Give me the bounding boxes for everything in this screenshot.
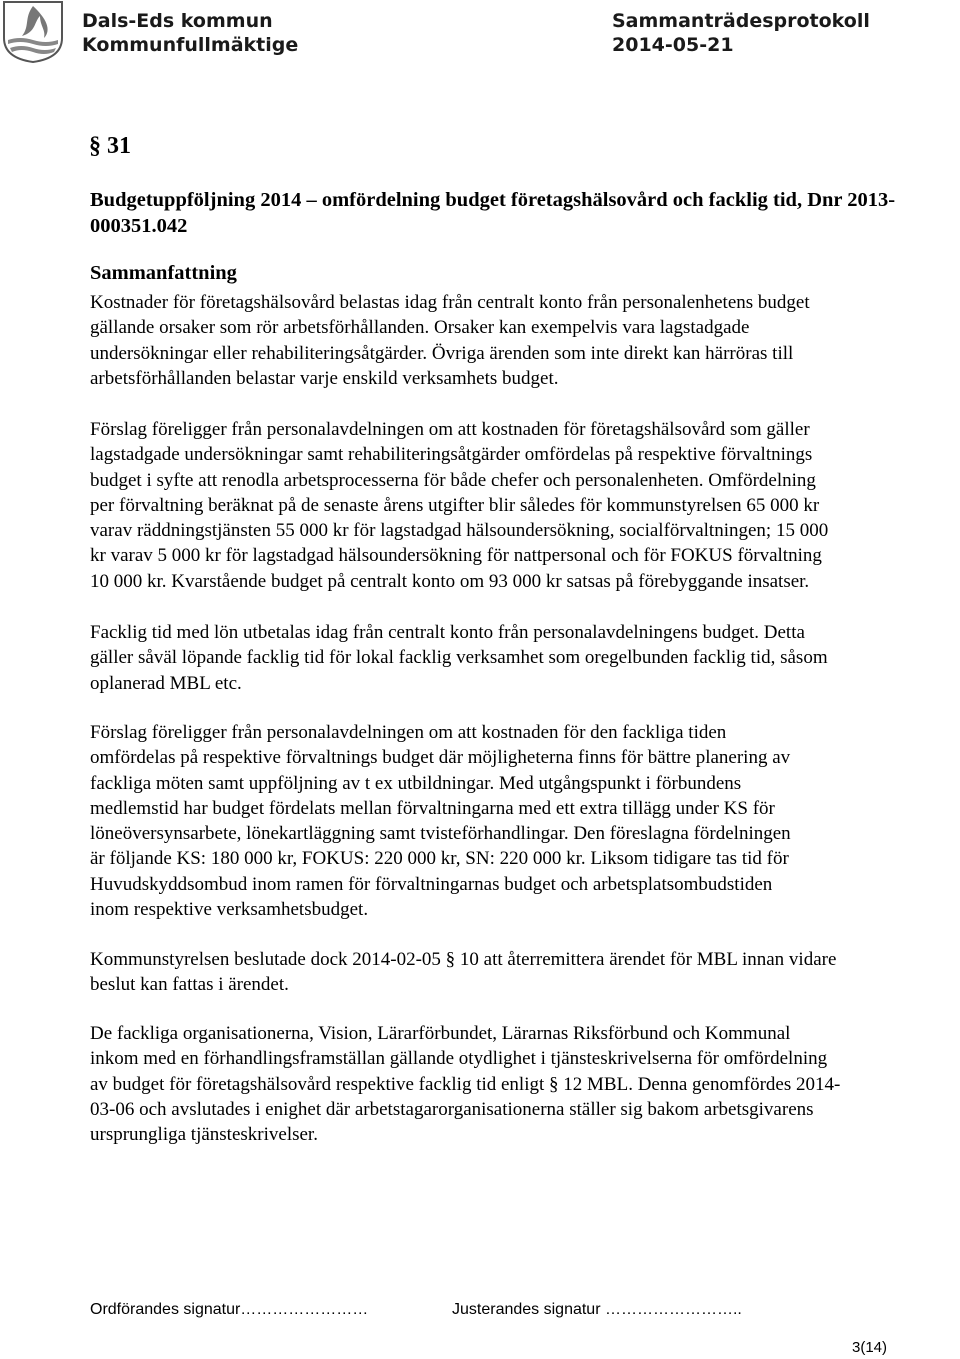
header-right xyxy=(612,9,870,57)
text-line: Kommunstyrelsen beslutade dock 2014-02-05 § 10 att återremittera ärendet för MBL innan vidare xyxy=(90,949,837,970)
text-line: beslut kan fattas i ärendet. xyxy=(90,974,289,996)
section-number: § 31 xyxy=(89,133,131,159)
text-line: gäller såväl löpande facklig tid för lokal facklig verksamhet som oregelbunden facklig tid, såsom xyxy=(90,647,828,669)
paragraph xyxy=(90,720,960,922)
text-line: gällande orsaker som rör arbetsförhållanden. Orsaker kan exempelvis vara lagstadgade xyxy=(90,317,750,339)
municipal-coat-of-arms-icon xyxy=(0,0,66,63)
text-line: fackliga möten samt uppföljning av t ex utbildningar. Med utgångspunkt i förbundens xyxy=(90,772,742,794)
paragraph xyxy=(90,620,960,696)
paragraph xyxy=(90,417,960,594)
text-line: medlemstid har budget fördelats mellan förvaltningarna med ett extra tillägg under KS för xyxy=(90,797,775,819)
text-line: Facklig tid med lön utbetalas idag från centralt konto från personalavdelningens budget. Detta xyxy=(90,622,805,643)
title-line: Budgetuppföljning 2014 – omfördelning budget företagshälsovård och facklig tid, Dnr 2013- xyxy=(90,189,896,211)
text-line: De fackliga organisationerna, Vision, Lärarförbundet, Lärarnas Riksförbund och Kommunal xyxy=(90,1023,791,1044)
document-header xyxy=(0,0,960,63)
chair-signature-line: Ordförandes signatur…………………… xyxy=(90,1301,369,1318)
municipality-name: Dals-Eds kommun xyxy=(82,10,273,32)
paragraph xyxy=(90,947,960,998)
paragraph xyxy=(90,290,960,391)
text-line: undersökningar eller rehabiliteringsåtgärder. Övriga ärenden som inte direkt kan härröras till xyxy=(90,342,794,364)
text-line: inkom med en förhandlingsframställan gällande otydlighet i tjänsteskrivelserna för omfördelning xyxy=(90,1048,828,1070)
text-line: per förvaltning beräknat på de senaste årens utgifter blir således för kommunstyrelsen 65 000 kr xyxy=(90,494,820,516)
text-line: arbetsförhållanden belastar varje enskild verksamhets budget. xyxy=(90,367,559,389)
paragraph xyxy=(90,1021,960,1147)
text-line: 10 000 kr. Kvarstående budget på centralt konto om 93 000 kr satsas på förebyggande insatser. xyxy=(90,570,810,592)
page-number: 3(14) xyxy=(852,1339,888,1356)
text-line: omfördelas på respektive förvaltnings budget där möjligheterna finns för bättre planering av xyxy=(90,747,791,769)
council-name: Kommunfullmäktige xyxy=(82,34,299,56)
text-line: Förslag föreligger från personalavdelningen om att kostnaden för den fackliga tiden xyxy=(90,722,727,743)
meeting-date: 2014-05-21 xyxy=(612,34,734,56)
title-line: 000351.042 xyxy=(90,215,188,237)
text-line: budget i syfte att renodla arbetsprocesserna för både chefer och personalenheten. Omfördelning xyxy=(90,469,816,491)
text-line: kr varav 5 000 kr för lagstadgad hälsoundersökning för nattpersonal och för FOKUS förvaltning xyxy=(90,545,822,567)
adjuster-signature-line: Justerandes signatur …………………….. xyxy=(452,1301,742,1318)
text-line: 03-06 och avslutades i enighet där arbetstagarorganisationerna ställer sig bakom arbetsgivarens xyxy=(90,1098,814,1120)
text-line: varav räddningstjänsten 55 000 kr för lagstadgad hälsoundersökning, socialförvaltningen; 15 000 xyxy=(90,520,829,542)
text-line: av budget för företagshälsovård respektive facklig tid enligt § 12 MBL. Denna genomfördes 2014- xyxy=(90,1073,841,1095)
text-line: oplanerad MBL etc. xyxy=(90,672,242,694)
text-line: lagstadgade undersökningar samt rehabiliteringsåtgärder omfördelas på respektive förvaltnings xyxy=(90,444,813,466)
text-line: är följande KS: 180 000 kr, FOKUS: 220 000 kr, SN: 220 000 kr. Liksom tidigare tas tid för xyxy=(90,848,789,870)
document-type: Sammanträdesprotokoll xyxy=(612,10,870,32)
header-left xyxy=(82,9,298,57)
document-title xyxy=(90,187,958,239)
text-line: inom respektive verksamhetsbudget. xyxy=(90,899,369,921)
text-line: Huvudskyddsombud inom ramen för förvaltningarnas budget och arbetsplatsombudstiden xyxy=(90,873,773,895)
text-line: ursprungliga tjänsteskrivelser. xyxy=(90,1124,318,1146)
text-line: Förslag föreligger från personalavdelningen om att kostnaden för företagshälsovård som gäller xyxy=(90,419,810,440)
summary-heading: Sammanfattning xyxy=(90,262,237,284)
text-line: löneöversynsarbete, lönekartläggning samt tvisteförhandlingar. Den föreslagna fördelningen xyxy=(90,823,791,845)
text-line: Kostnader för företagshälsovård belastas idag från centralt konto från personalenhetens budget xyxy=(90,292,810,313)
